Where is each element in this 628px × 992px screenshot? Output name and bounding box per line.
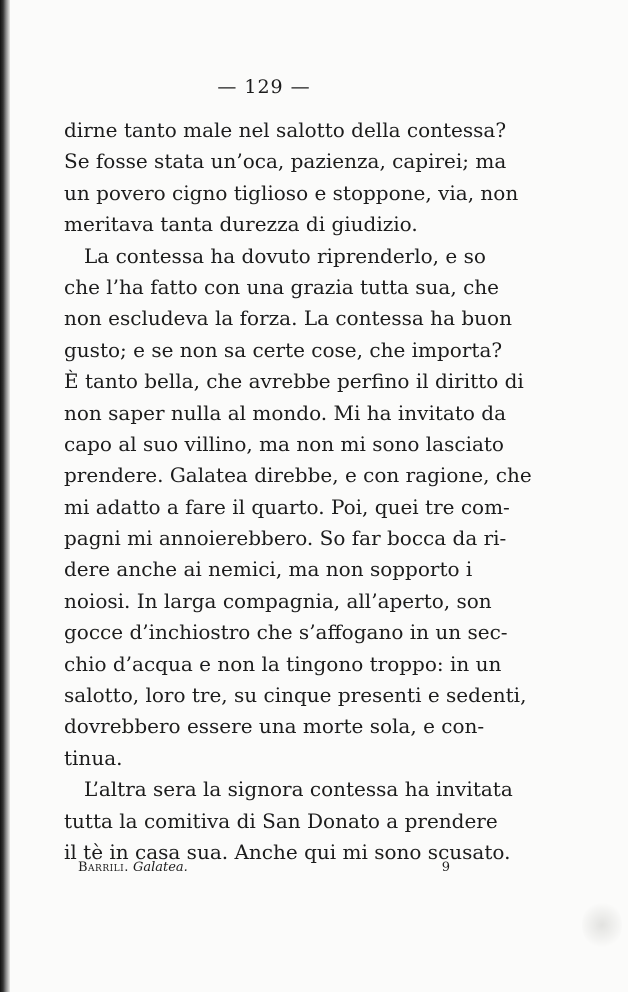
text-line: dere anche ai nemici, ma non sopporto i	[64, 557, 473, 582]
text-line: che l’ha fatto con una grazia tutta sua, che	[64, 274, 499, 299]
page-binding-edge	[0, 0, 10, 992]
text-line: L’altra sera la signora contessa ha invitata	[84, 777, 513, 802]
text-line: È tanto bella, che avrebbe perfino il diritto di	[64, 369, 524, 394]
page-number: — 129 —	[217, 76, 311, 98]
text-line: chio d’acqua e non la tingono troppo: in un	[64, 651, 502, 676]
text-line: salotto, loro tre, su cinque presenti e sedenti,	[64, 683, 527, 708]
text-line: La contessa ha dovuto riprenderlo, e so	[84, 243, 486, 268]
footer-author: Barrili.	[78, 860, 129, 875]
text-line: dirne tanto male nel salotto della contessa?	[64, 118, 507, 142]
text-line: prendere. Galatea direbbe, e con ragione, che	[64, 463, 532, 488]
text-line: noiosi. In larga compagnia, all’aperto, son	[64, 588, 492, 613]
text-line: gocce d’inchiostro che s’affogano in un sec-	[64, 620, 508, 645]
text-line: non escludeva la forza. La contessa ha buon	[64, 306, 512, 331]
text-line: Se fosse stata un’oca, pazienza, capirei; ma	[64, 149, 507, 174]
signature-mark: 9	[441, 860, 450, 875]
page-text	[64, 115, 532, 868]
text-line: tinua.	[64, 745, 123, 770]
text-line: dovrebbero essere una morte sola, e con-	[64, 714, 485, 739]
text-line: capo al suo villino, ma non mi sono lasciato	[64, 431, 504, 456]
footer-title: Galatea.	[132, 860, 188, 875]
text-line: il tè in casa sua. Anche qui mi sono scusato.	[64, 839, 511, 864]
text-line: tutta la comitiva di San Donato a prendere	[64, 808, 498, 833]
paper-stain	[582, 900, 622, 950]
text-line: meritava tanta durezza di giudizio.	[64, 212, 418, 237]
text-line: un povero cigno tiglioso e stoppone, via, non	[64, 180, 519, 205]
text-line: gusto; e se non sa certe cose, che importa?	[64, 337, 503, 362]
page-footer	[78, 860, 450, 882]
text-line: pagni mi annoierebbero. So far bocca da ri-	[64, 526, 507, 551]
text-line: non saper nulla al mondo. Mi ha invitato da	[64, 400, 507, 425]
text-line: mi adatto a fare il quarto. Poi, quei tre com-	[64, 494, 510, 519]
